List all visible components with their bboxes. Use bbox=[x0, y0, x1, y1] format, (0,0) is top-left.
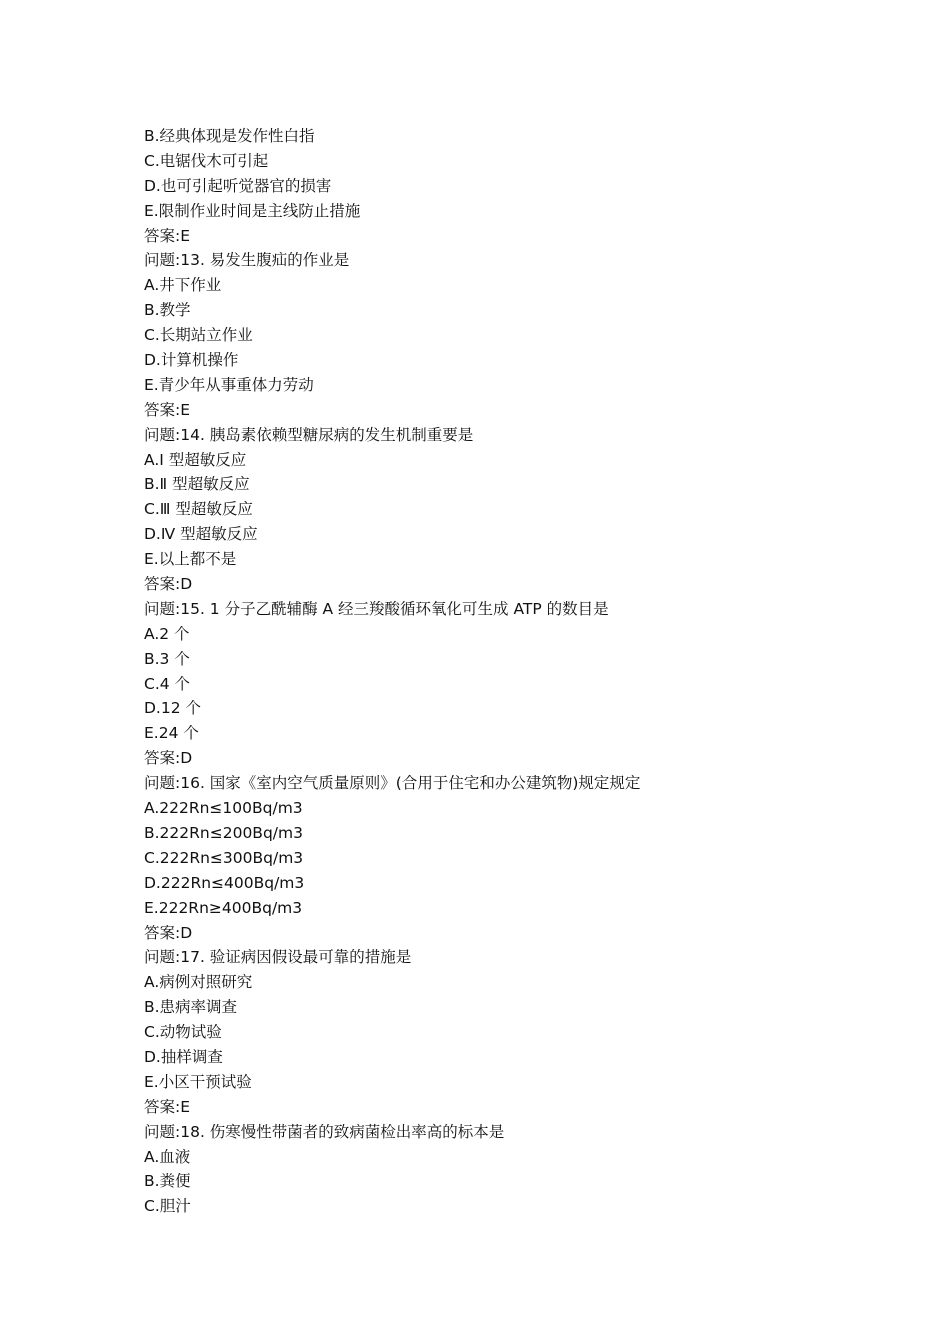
option-line: D.计算机操作 bbox=[144, 351, 239, 370]
option-line: E.以上都不是 bbox=[144, 550, 237, 569]
question-line: 问题:13. 易发生腹疝的作业是 bbox=[144, 251, 350, 270]
option-line: B.经典体现是发作性白指 bbox=[144, 127, 315, 145]
document-text bbox=[144, 124, 884, 1219]
option-line: B.患病率调查 bbox=[144, 998, 238, 1017]
option-line: E.限制作业时间是主线防止措施 bbox=[144, 201, 361, 220]
option-line: D.222Rn≤400Bq/m3 bbox=[144, 873, 305, 892]
question-line: 问题:18. 伤寒慢性带菌者的致病菌检出率高的标本是 bbox=[144, 1122, 505, 1141]
option-line: C.电锯伐木可引起 bbox=[144, 151, 269, 170]
question-line: 问题:14. 胰岛素依赖型糖尿病的发生机制重要是 bbox=[144, 425, 474, 444]
option-line: A.井下作业 bbox=[144, 276, 222, 295]
option-line: A.血液 bbox=[144, 1147, 191, 1166]
option-line: B.Ⅱ 型超敏反应 bbox=[144, 475, 250, 494]
answer-line: 答案:E bbox=[144, 1097, 191, 1116]
answer-line: 答案:E bbox=[144, 400, 191, 419]
option-line: E.青少年从事重体力劳动 bbox=[144, 375, 314, 394]
option-line: D.12 个 bbox=[144, 699, 202, 718]
option-line: C.4 个 bbox=[144, 674, 191, 693]
option-line: D.也可引起听觉器官的损害 bbox=[144, 176, 332, 195]
option-line: B.粪便 bbox=[144, 1172, 191, 1191]
answer-line: 答案:D bbox=[144, 575, 193, 594]
option-line: C.长期站立作业 bbox=[144, 326, 253, 345]
option-line: B.教学 bbox=[144, 301, 191, 320]
option-line: C.222Rn≤300Bq/m3 bbox=[144, 848, 304, 867]
option-line: A.病例对照研究 bbox=[144, 973, 253, 992]
answer-line: 答案:E bbox=[144, 226, 191, 245]
option-line: C.胆汁 bbox=[144, 1197, 191, 1216]
answer-line: 答案:D bbox=[144, 923, 193, 942]
option-line: C.Ⅲ 型超敏反应 bbox=[144, 500, 253, 519]
option-line: B.222Rn≤200Bq/m3 bbox=[144, 823, 303, 842]
option-line: E.24 个 bbox=[144, 724, 199, 743]
question-line: 问题:17. 验证病因假设最可靠的措施是 bbox=[144, 948, 412, 967]
option-line: A.222Rn≤100Bq/m3 bbox=[144, 799, 303, 818]
answer-line: 答案:D bbox=[144, 749, 193, 768]
option-line: E.小区干预试验 bbox=[144, 1072, 252, 1091]
option-line: A.2 个 bbox=[144, 624, 190, 643]
option-line: D.抽样调查 bbox=[144, 1047, 223, 1066]
option-line: A.Ⅰ 型超敏反应 bbox=[144, 450, 247, 469]
option-line: D.Ⅳ 型超敏反应 bbox=[144, 525, 258, 544]
question-line: 问题:15. 1 分子乙酰辅酶 A 经三羧酸循环氧化可生成 ATP 的数目是 bbox=[144, 599, 609, 618]
option-line: B.3 个 bbox=[144, 649, 190, 668]
option-line: E.222Rn≥400Bq/m3 bbox=[144, 898, 303, 917]
question-line: 问题:16. 国家《室内空气质量原则》(合用于住宅和办公建筑物)规定规定 bbox=[144, 774, 641, 793]
option-line: C.动物试验 bbox=[144, 1023, 222, 1042]
